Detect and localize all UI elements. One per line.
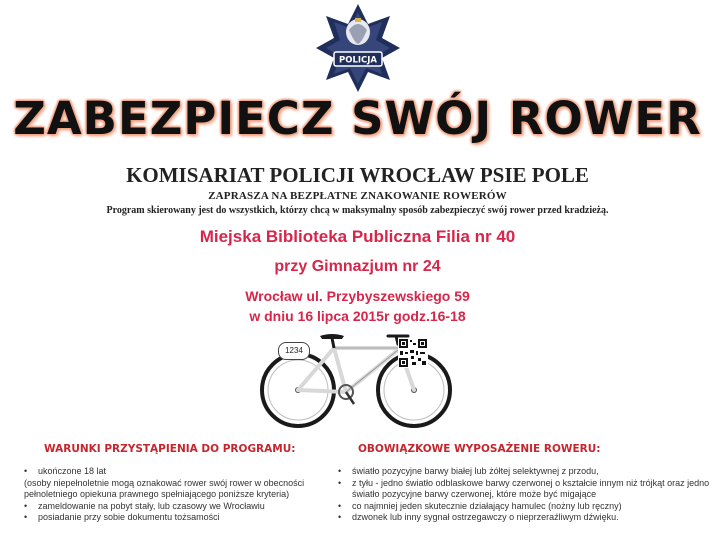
police-station-name: KOMISARIAT POLICJI WROCŁAW PSIE POLE	[126, 163, 589, 187]
bullet-icon: •	[24, 500, 28, 511]
equipment-heading: OBOWIĄZKOWE WYPOSAŻENIE ROWERU:	[358, 443, 601, 455]
police-badge-logo	[316, 2, 400, 92]
qr-code-icon	[398, 338, 428, 368]
list-item-text: (osoby niepełnoletnie mogą oznakować rower swój rower w obecności pełnoletniego opiekuna prawnego spełniającego poniższe kryteria)	[24, 477, 305, 499]
program-description: Program skierowany jest do wszystkich, którzy chcą w maksymalny sposób zabezpieczyć swój rower przed kradzieżą.	[106, 205, 609, 216]
bullet-icon: •	[338, 466, 342, 476]
bullet-icon: •	[24, 466, 28, 476]
bullet-icon: •	[338, 512, 342, 522]
bike-number-tag: 1234	[278, 342, 310, 360]
list-item	[24, 512, 324, 524]
bullet-icon: •	[338, 477, 342, 488]
list-item-text: dzwonek lub inny sygnał ostrzegawczy o nieprzeraźliwym dźwięku.	[352, 512, 619, 522]
star-icon	[316, 4, 400, 92]
list-item	[24, 466, 324, 478]
list-item-text: posiadanie przy sobie dokumentu tożsamości	[38, 512, 220, 522]
equipment-list	[338, 466, 710, 524]
bullet-icon: •	[338, 500, 342, 511]
list-item-text: z tyłu - jedno światło odblaskowe barwy czerwonej o kształcie innym niż trójkąt oraz jedno światło pozycyjne barwy czerwonej, które może być migające	[352, 477, 710, 499]
conditions-list	[24, 466, 324, 524]
list-item-text: zameldowanie na pobyt stały, lub czasowy we Wrocławiu	[38, 500, 265, 511]
list-item-note	[24, 478, 324, 501]
list-item	[338, 512, 710, 524]
invitation-text: ZAPRASZA NA BEZPŁATNE ZNAKOWANIE ROWERÓW	[208, 190, 507, 202]
list-item	[338, 501, 710, 513]
bullet-icon: •	[24, 512, 28, 522]
list-item-text: światło pozycyjne barwy białej lub żółtej selektywnej z przodu,	[352, 466, 599, 476]
saddle-icon	[320, 334, 344, 348]
event-location-school: przy Gimnazjum nr 24	[274, 258, 441, 275]
event-location-library: Miejska Biblioteka Publiczna Filia nr 40	[199, 227, 516, 246]
event-date: w dniu 16 lipca 2015r godz.16-18	[249, 308, 466, 324]
list-item	[24, 501, 324, 513]
event-address: Wrocław ul. Przybyszewskiego 59	[245, 288, 470, 304]
main-title: ZABEZPIECZ SWÓJ ROWER	[13, 92, 702, 145]
conditions-heading: WARUNKI PRZYSTĄPIENIA DO PROGRAMU:	[44, 443, 296, 455]
list-item	[338, 466, 710, 478]
list-item	[338, 478, 710, 501]
badge-label: POLICJA	[338, 55, 378, 66]
list-item-text: ukończone 18 lat	[38, 466, 107, 476]
list-item-text: co najmniej jeden skutecznie działający hamulec (nożny lub ręczny)	[352, 500, 622, 511]
